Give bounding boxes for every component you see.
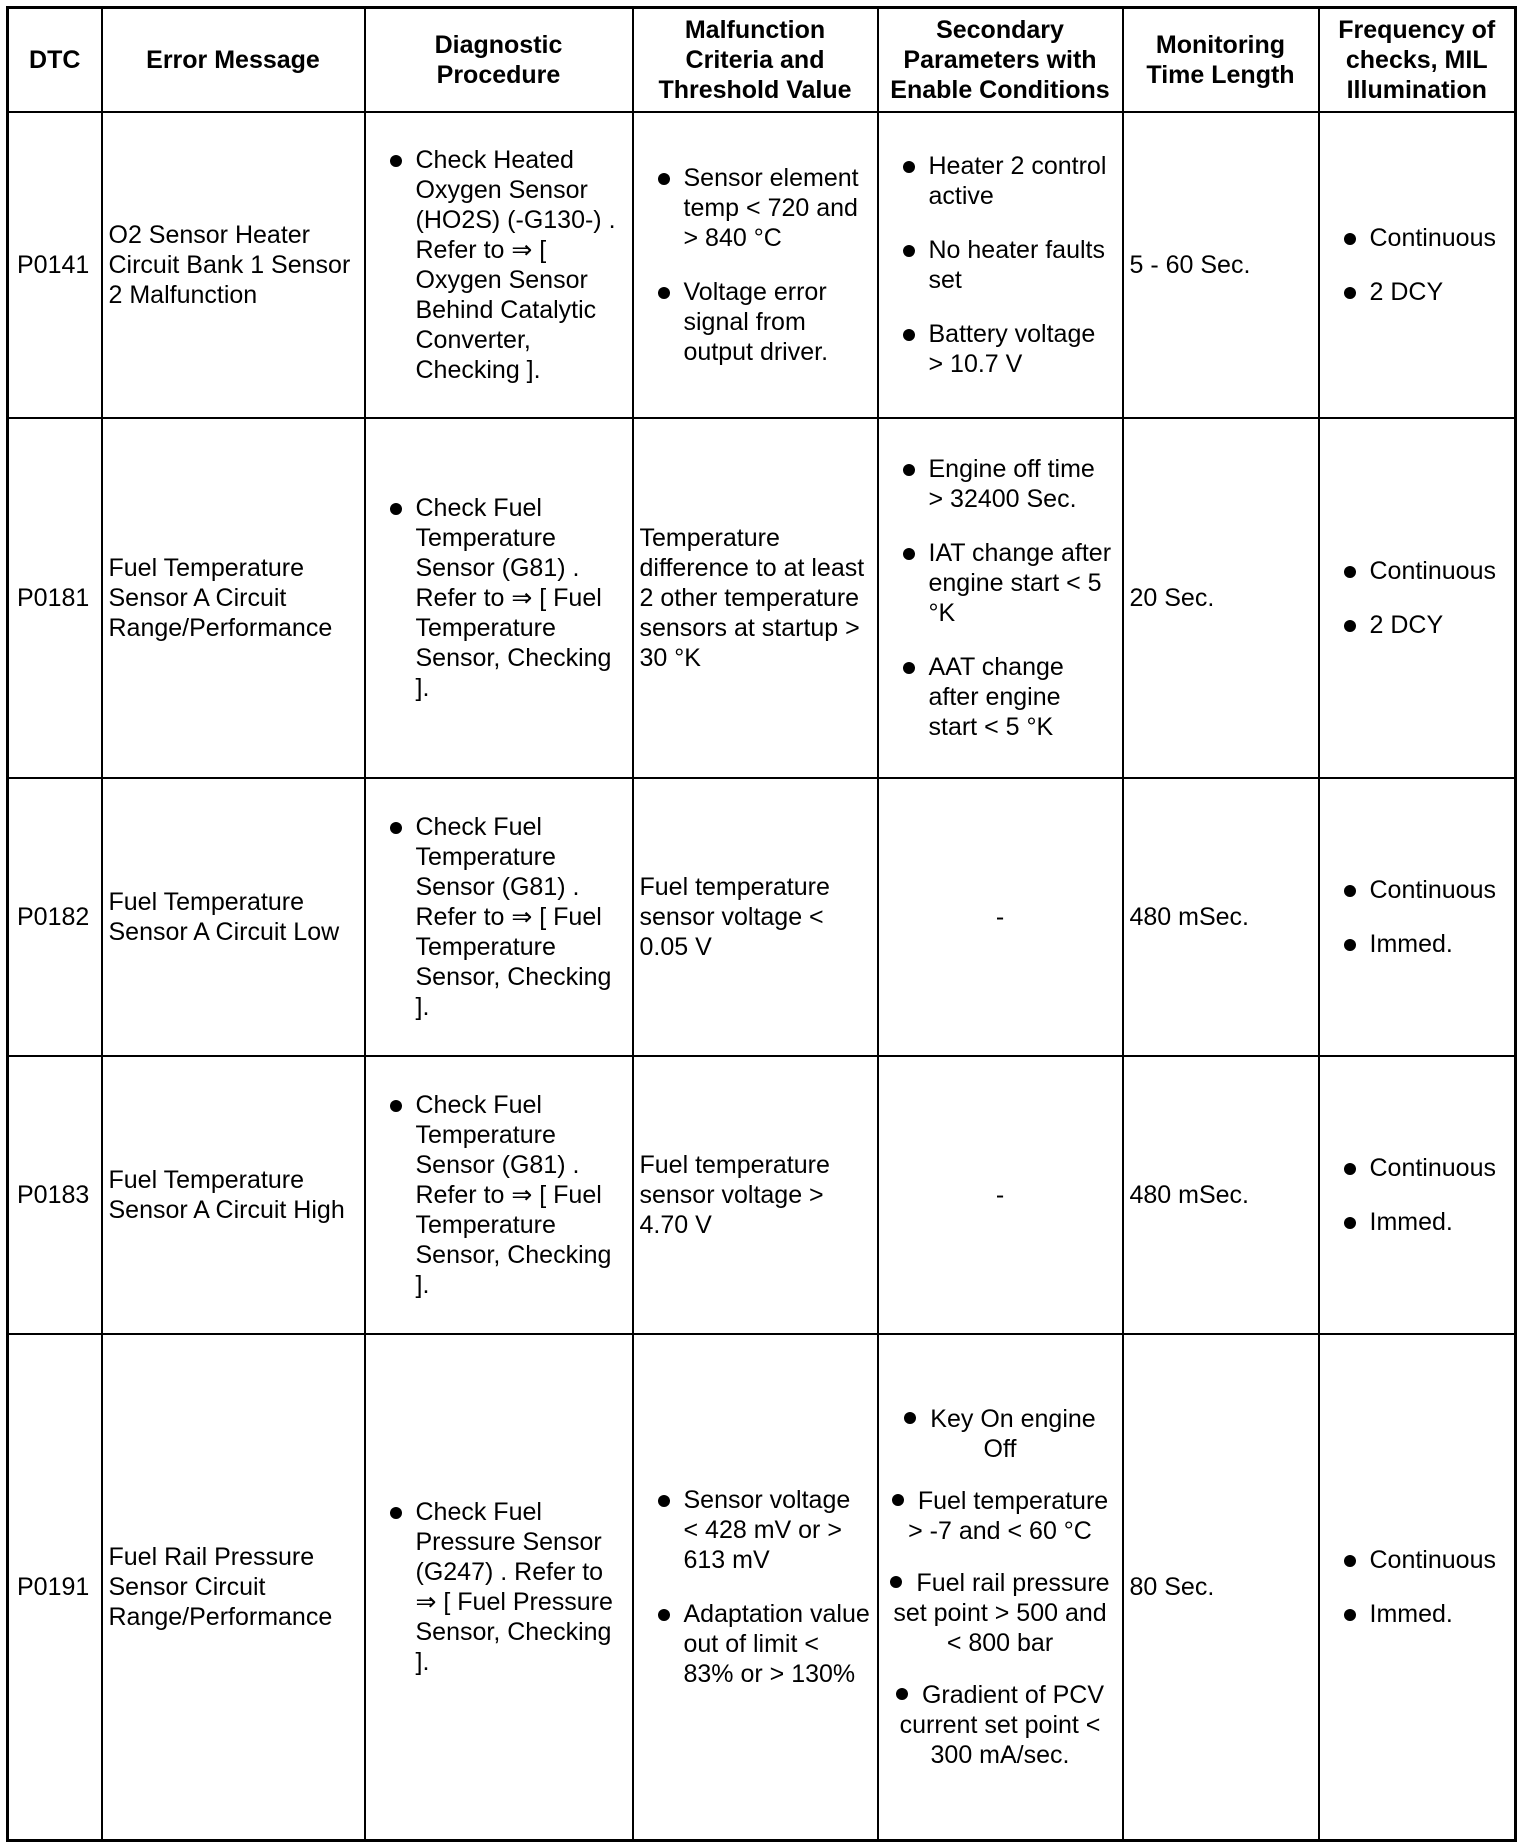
table-row: [8, 1334, 1516, 1840]
header-diagnostic-procedure: Diagnostic Procedure: [365, 8, 633, 113]
frequency-item: Immed.: [1340, 1207, 1509, 1237]
bullet-icon: [896, 1688, 908, 1700]
frequency-item: Continuous: [1340, 1153, 1509, 1183]
secondary-item: Fuel rail pressure set point > 500 and < 800 bar: [893, 1568, 1110, 1657]
dtc-code: P0191: [8, 1334, 102, 1840]
malfunction-criteria: [633, 1334, 878, 1840]
frequency-item: Immed.: [1340, 1599, 1509, 1629]
frequency: [1319, 1056, 1516, 1334]
criteria-item: Sensor element temp < 720 and > 840 °C: [654, 163, 871, 253]
frequency-item: Continuous: [1340, 1545, 1509, 1575]
frequency: [1319, 778, 1516, 1056]
header-frequency: Frequency of checks, MIL Illumination: [1319, 8, 1516, 113]
diagnostic-procedure: [365, 1056, 633, 1334]
procedure-item: Check Fuel Temperature Sensor (G81) . Refer to ⇒ [ Fuel Temperature Sensor, Checking ].: [386, 812, 626, 1022]
table-row: [8, 1056, 1516, 1334]
header-monitoring-time: Monitoring Time Length: [1123, 8, 1319, 113]
diagnostic-procedure: [365, 778, 633, 1056]
diagnostic-procedure: [365, 112, 633, 418]
table-row: [8, 112, 1516, 418]
frequency-item: Continuous: [1340, 556, 1509, 586]
header-row: [8, 8, 1516, 113]
frequency: [1319, 1334, 1516, 1840]
secondary-item: IAT change after engine start < 5 °K: [899, 538, 1116, 628]
frequency: [1319, 418, 1516, 778]
secondary-item: Heater 2 control active: [899, 151, 1116, 211]
criteria-item: Voltage error signal from output driver.: [654, 277, 871, 367]
secondary-item: Engine off time > 32400 Sec.: [899, 454, 1116, 514]
secondary-parameters: -: [878, 1056, 1123, 1334]
secondary-parameters: [878, 112, 1123, 418]
procedure-item: Check Fuel Pressure Sensor (G247) . Refer to ⇒ [ Fuel Pressure Sensor, Checking ].: [386, 1497, 626, 1677]
error-message: Fuel Rail Pressure Sensor Circuit Range/Performance: [102, 1334, 365, 1840]
procedure-item: Check Fuel Temperature Sensor (G81) . Refer to ⇒ [ Fuel Temperature Sensor, Checking ].: [386, 1090, 626, 1300]
malfunction-criteria: Temperature difference to at least 2 other temperature sensors at startup > 30 °K: [633, 418, 878, 778]
error-message: O2 Sensor Heater Circuit Bank 1 Sensor 2 Malfunction: [102, 112, 365, 418]
bullet-icon: [890, 1576, 902, 1588]
header-error-message: Error Message: [102, 8, 365, 113]
monitoring-time: 480 mSec.: [1123, 778, 1319, 1056]
table-row: [8, 778, 1516, 1056]
monitoring-time: 480 mSec.: [1123, 1056, 1319, 1334]
secondary-item: Fuel temperature > -7 and < 60 °C: [908, 1486, 1109, 1545]
diagnostic-procedure: [365, 1334, 633, 1840]
frequency: [1319, 112, 1516, 418]
frequency-item: Continuous: [1340, 875, 1509, 905]
monitoring-time: 20 Sec.: [1123, 418, 1319, 778]
secondary-item: Gradient of PCV current set point < 300 mA/sec.: [899, 1680, 1105, 1769]
criteria-item: Adaptation value out of limit < 83% or > 130%: [654, 1599, 871, 1689]
monitoring-time: 80 Sec.: [1123, 1334, 1319, 1840]
error-message: Fuel Temperature Sensor A Circuit High: [102, 1056, 365, 1334]
dtc-code: P0141: [8, 112, 102, 418]
dtc-table: [6, 6, 1517, 1842]
error-message: Fuel Temperature Sensor A Circuit Range/Performance: [102, 418, 365, 778]
monitoring-time: 5 - 60 Sec.: [1123, 112, 1319, 418]
header-malfunction-criteria: Malfunction Criteria and Threshold Value: [633, 8, 878, 113]
secondary-parameters: -: [878, 778, 1123, 1056]
secondary-item: No heater faults set: [899, 235, 1116, 295]
header-dtc: DTC: [8, 8, 102, 113]
criteria-item: Sensor voltage < 428 mV or > 613 mV: [654, 1485, 871, 1575]
dtc-code: P0183: [8, 1056, 102, 1334]
dtc-document-page: [6, 6, 1514, 1842]
frequency-item: Immed.: [1340, 929, 1509, 959]
secondary-item: Battery voltage > 10.7 V: [899, 319, 1116, 379]
malfunction-criteria: Fuel temperature sensor voltage < 0.05 V: [633, 778, 878, 1056]
frequency-item: 2 DCY: [1340, 610, 1509, 640]
procedure-item: Check Heated Oxygen Sensor (HO2S) (-G130-) . Refer to ⇒ [ Oxygen Sensor Behind Catalytic Converter, Checking ].: [386, 145, 626, 385]
bullet-icon: [892, 1494, 904, 1506]
header-secondary-parameters: Secondary Parameters with Enable Conditions: [878, 8, 1123, 113]
table-row: [8, 418, 1516, 778]
error-message: Fuel Temperature Sensor A Circuit Low: [102, 778, 365, 1056]
bullet-icon: [904, 1412, 916, 1424]
malfunction-criteria: [633, 112, 878, 418]
diagnostic-procedure: [365, 418, 633, 778]
malfunction-criteria: Fuel temperature sensor voltage > 4.70 V: [633, 1056, 878, 1334]
procedure-item: Check Fuel Temperature Sensor (G81) . Refer to ⇒ [ Fuel Temperature Sensor, Checking ].: [386, 493, 626, 703]
dtc-code: P0182: [8, 778, 102, 1056]
secondary-item: AAT change after engine start < 5 °K: [899, 652, 1116, 742]
frequency-item: 2 DCY: [1340, 277, 1509, 307]
secondary-parameters: [878, 418, 1123, 778]
secondary-parameters: [878, 1334, 1123, 1840]
frequency-item: Continuous: [1340, 223, 1509, 253]
secondary-item: Key On engine Off: [930, 1404, 1096, 1463]
dtc-code: P0181: [8, 418, 102, 778]
